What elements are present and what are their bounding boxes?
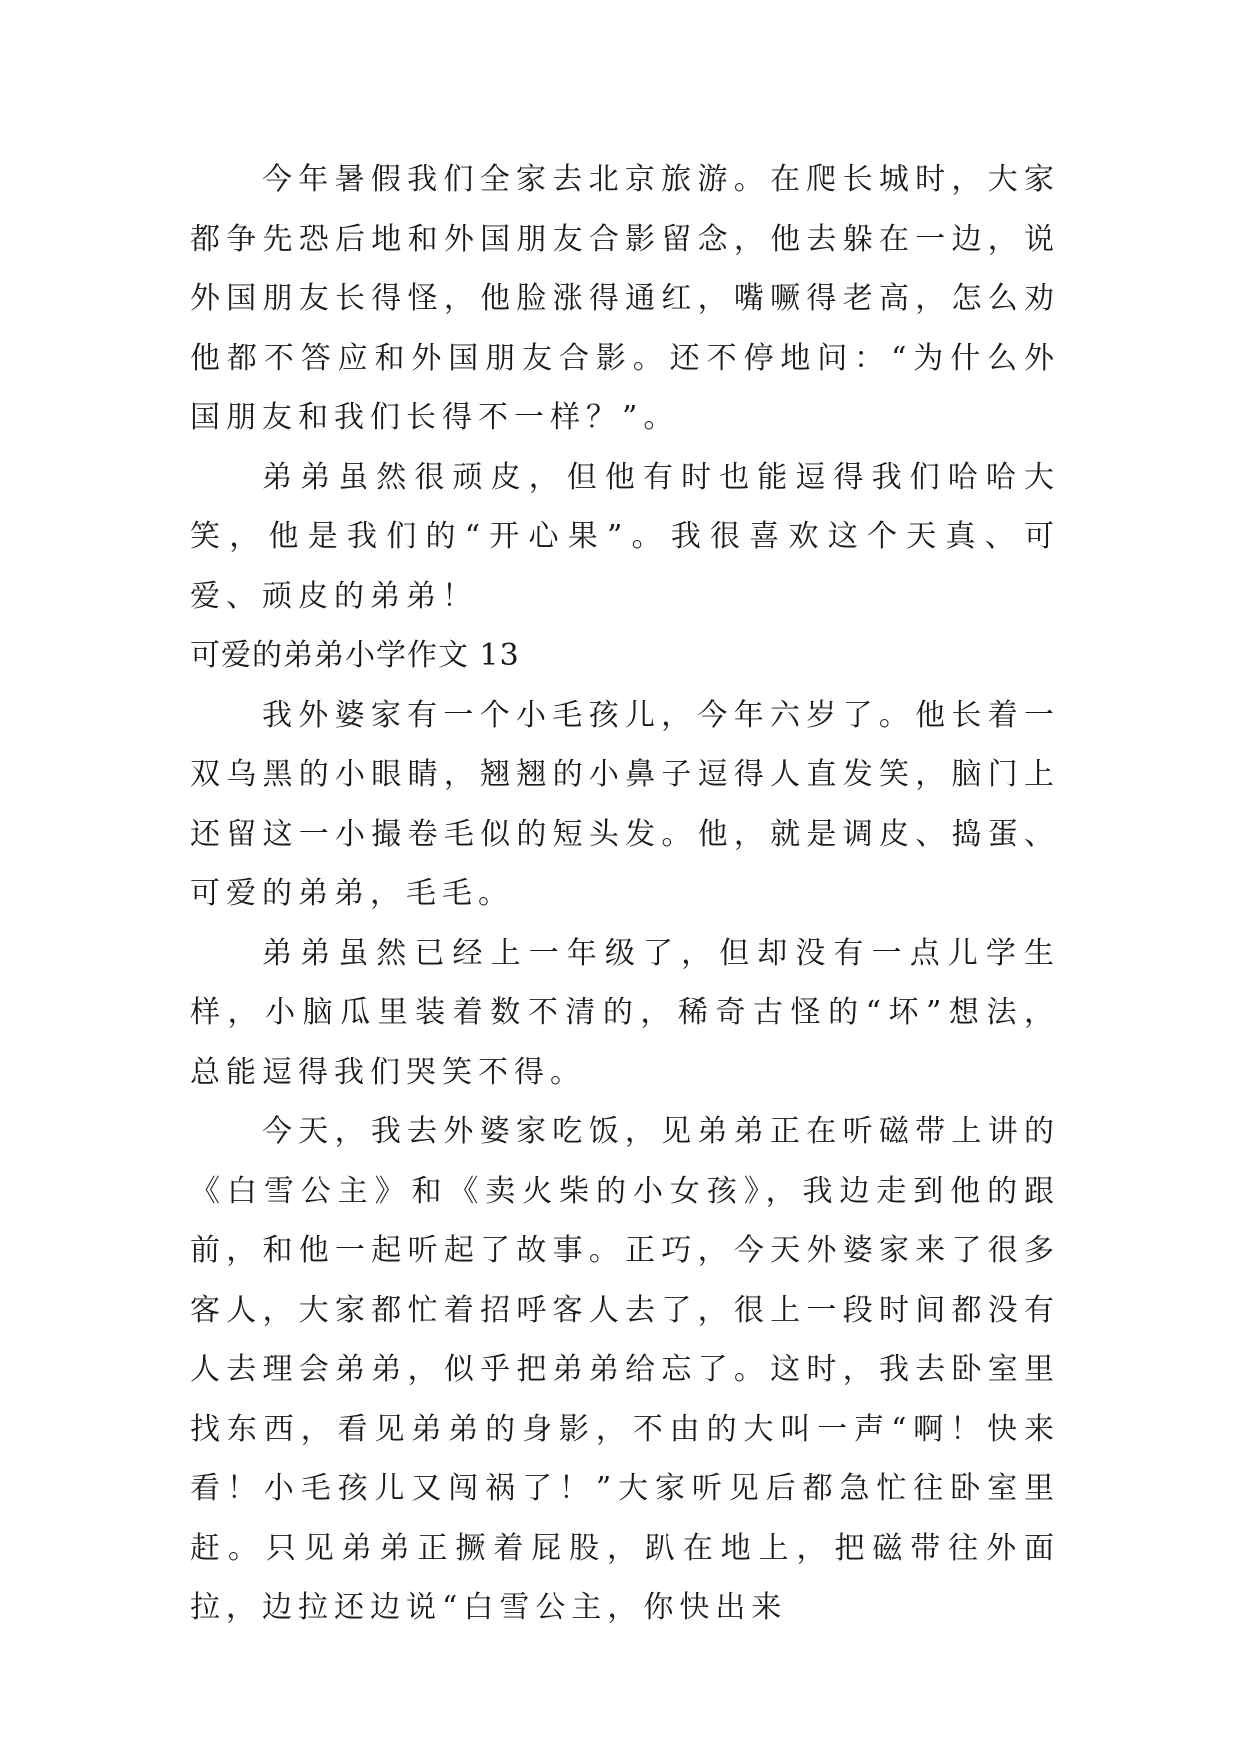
paragraph-happy-fruit: 弟弟虽然很顽皮，但他有时也能逗得我们哈哈大笑，他是我们的“开心果”。我很喜欢这个天真、可爱、顽皮的弟弟！ [190,459,1060,614]
document-body [190,150,1060,1638]
section-title: 可爱的弟弟小学作文 13 [190,638,520,673]
paragraph-first-grade: 弟弟虽然已经上一年级了，但却没有一点儿学生样，小脑瓜里装着数不清的，稀奇古怪的“坏”想法，总能逗得我们哭笑不得。 [190,935,1060,1090]
paragraph-beijing-trip: 今年暑假我们全家去北京旅游。在爬长城时，大家都争先恐后地和外国朋友合影留念，他去躲在一边，说外国朋友长得怪，他脸涨得通红，嘴噘得老高，怎么劝他都不答应和外国朋友合影。还不停地问：“为什么外国朋友和我们长得不一样？”。 [190,162,1060,435]
paragraph-tape-story: 今天，我去外婆家吃饭，见弟弟正在听磁带上讲的《白雪公主》和《卖火柴的小女孩》，我边走到他的跟前，和他一起听起了故事。正巧，今天外婆家来了很多客人，大家都忙着招呼客人去了，很上一段时间都没有人去理会弟弟，似乎把弟弟给忘了。这时，我去卧室里找东西，看见弟弟的身影，不由的大叫一声“啊！快来看！小毛孩儿又闯祸了！”大家听见后都急忙往卧室里赶。只见弟弟正撅着屁股，趴在地上，把磁带往外面拉，边拉还边说“白雪公主，你快出来 [190,1114,1060,1625]
paragraph-maomao-intro: 我外婆家有一个小毛孩儿，今年六岁了。他长着一双乌黑的小眼睛，翘翘的小鼻子逗得人直发笑，脑门上还留这一小撮卷毛似的短头发。他，就是调皮、捣蛋、可爱的弟弟，毛毛。 [190,697,1060,911]
